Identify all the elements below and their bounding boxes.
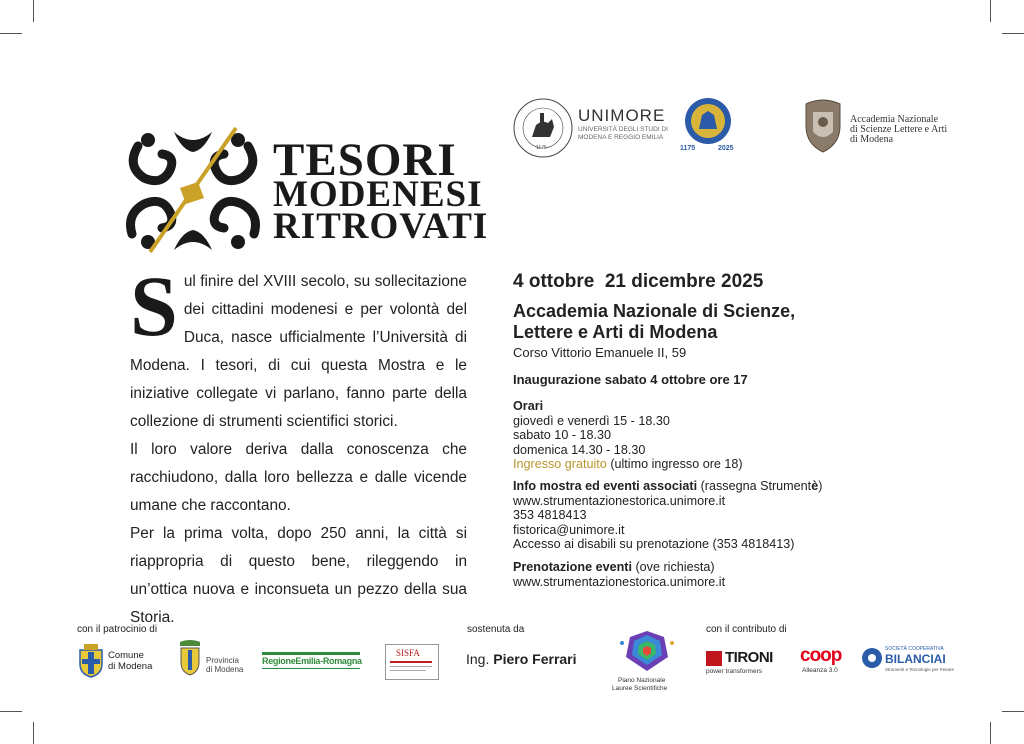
info-note-b: è: [811, 479, 819, 493]
hours-sat: sabato 10 - 18.30: [513, 428, 612, 442]
crop-mark: [33, 722, 34, 744]
coop-logo: [800, 645, 848, 675]
title-line2: MODENESI: [273, 174, 483, 215]
accademia-crest-logo: [800, 96, 846, 154]
accademia-line3: di Modena: [850, 134, 894, 145]
event-dates: 4 ottobre 21 dicembre 2025: [513, 271, 764, 292]
accademia-line1: Accademia Nazionale: [850, 114, 939, 125]
info-block: [513, 479, 843, 552]
patronage-label: con il patrocinio di: [77, 624, 158, 635]
booking-website-link[interactable]: www.strumentazionestorica.unimore.it: [513, 574, 726, 589]
sisfa-name: SISFA: [396, 648, 420, 658]
info-title-line: [513, 479, 843, 494]
unimore-sub1: UNIVERSITÀ DEGLI STUDI DI: [578, 126, 668, 133]
dropcap-letter: S: [130, 258, 178, 354]
crop-mark: [33, 0, 34, 22]
anniversary-logo: [680, 97, 736, 157]
tironi-name: TIRONI: [725, 649, 773, 666]
accessibility-note: Accesso ai disabili su prenotazione (353 4818413): [513, 537, 795, 551]
piero-ferrari-logo: [466, 651, 577, 667]
comune-line2: di Modena: [108, 661, 153, 672]
bilanciai-sub: Strumenti e Tecnologie per Pesare: [885, 667, 954, 672]
booking-block: [513, 560, 843, 589]
bilanciai-name: BILANCIAI: [885, 652, 946, 666]
intro-para1: ul finire del XVIII secolo, su sollecitazione dei cittadini modenesi e per volontà del Duca, nasce ufficialmente l’Università di Modena. I tesori, di cui questa Mostra e le iniziative collegate vi parlano, fanno parte della collezione di strumenti scientifici storici.: [130, 273, 467, 430]
title-line3: RITROVATI: [273, 206, 489, 247]
free-entry: Ingresso gratuito: [513, 457, 607, 471]
hours-block: [513, 399, 843, 472]
tironi-logo: [706, 649, 780, 677]
info-note-a: (rassegna Strument: [700, 479, 812, 493]
pnls-line1: Piano Nazionale: [618, 677, 666, 684]
ferrari-name: Piero Ferrari: [493, 651, 577, 667]
last-entry: (ultimo ingresso ore 18): [610, 457, 743, 471]
ferrari-prefix: Ing.: [466, 651, 490, 667]
bilanciai-logo: [862, 646, 954, 676]
intro-para2: Il loro valore deriva dalla conoscenza che racchiudono, dalla loro bellezza e dalle vicende umane che raccontano.: [130, 441, 467, 514]
website-link[interactable]: www.strumentazionestorica.unimore.it: [513, 493, 726, 508]
provincia-modena-logo: [176, 638, 246, 678]
email-link[interactable]: fistorica@unimore.it: [513, 522, 625, 537]
booking-note: (ove richiesta): [635, 560, 715, 574]
ornament-emblem: [118, 126, 268, 256]
tironi-sub: power transformers: [706, 668, 762, 675]
crop-mark: [990, 722, 991, 744]
info-title: Info mostra ed eventi associati: [513, 479, 698, 493]
anniv-right-year: 2025: [718, 145, 734, 152]
booking-title-line: [513, 560, 843, 575]
intro-text: [130, 258, 467, 632]
crop-mark: [990, 0, 991, 22]
coop-sub: Alleanza 3.0: [802, 667, 838, 674]
comune-line1: Comune: [108, 650, 144, 661]
hours-thu-fri: giovedì e venerdì 15 - 18.30: [513, 413, 670, 428]
sisfa-logo: [385, 644, 439, 680]
seal-year: 1175: [536, 145, 547, 151]
entry-line: [513, 457, 843, 472]
booking-title: Prenotazione eventi: [513, 560, 632, 574]
anniv-left-year: 1175: [680, 145, 696, 152]
supported-label: sostenuta da: [467, 624, 525, 635]
pnls-logo: [612, 627, 682, 697]
crop-mark: [1002, 711, 1024, 712]
regione-logo: [262, 652, 360, 670]
coop-name: coop: [800, 645, 842, 666]
unimore-name: UNIMORE: [578, 106, 666, 125]
venue-address: Corso Vittorio Emanuele II, 59: [513, 345, 687, 360]
venue-line2: Lettere e Arti di Modena: [513, 322, 718, 342]
hours-title: Orari: [513, 399, 544, 413]
unimore-sub2: MODENA E REGGIO EMILIA: [578, 134, 664, 141]
accademia-line2: di Scienze Lettere e Arti: [850, 124, 948, 135]
provincia-line2: di Modena: [206, 665, 244, 674]
info-note-c: ): [818, 479, 823, 493]
hours-sun: domenica 14.30 - 18.30: [513, 442, 646, 457]
pnls-line2: Lauree Scientifiche: [612, 685, 668, 692]
provincia-line1: Provincia: [206, 656, 239, 665]
phone-number[interactable]: 353 4818413: [513, 508, 587, 522]
venue-line1: Accademia Nazionale di Scienze,: [513, 301, 796, 321]
title-line1: TESORI: [273, 134, 457, 186]
crop-mark: [1002, 33, 1024, 34]
unimore-seal-logo: [512, 97, 574, 159]
bilanciai-top: SOCIETÀ COOPERATIVA: [885, 646, 944, 652]
regione-name: RegioneEmilia-Romagna: [262, 656, 362, 666]
crop-mark: [0, 33, 22, 34]
contribution-label: con il contributo di: [706, 624, 787, 635]
crop-mark: [0, 711, 22, 712]
inauguration: Inaugurazione sabato 4 ottobre ore 17: [513, 372, 748, 387]
intro-para3: Per la prima volta, dopo 250 anni, la città si riappropria di questo bene, rileggendo in un’ottica nuova e inconsueta un pezzo della sua Storia.: [130, 525, 467, 626]
comune-modena-logo: [78, 644, 168, 678]
